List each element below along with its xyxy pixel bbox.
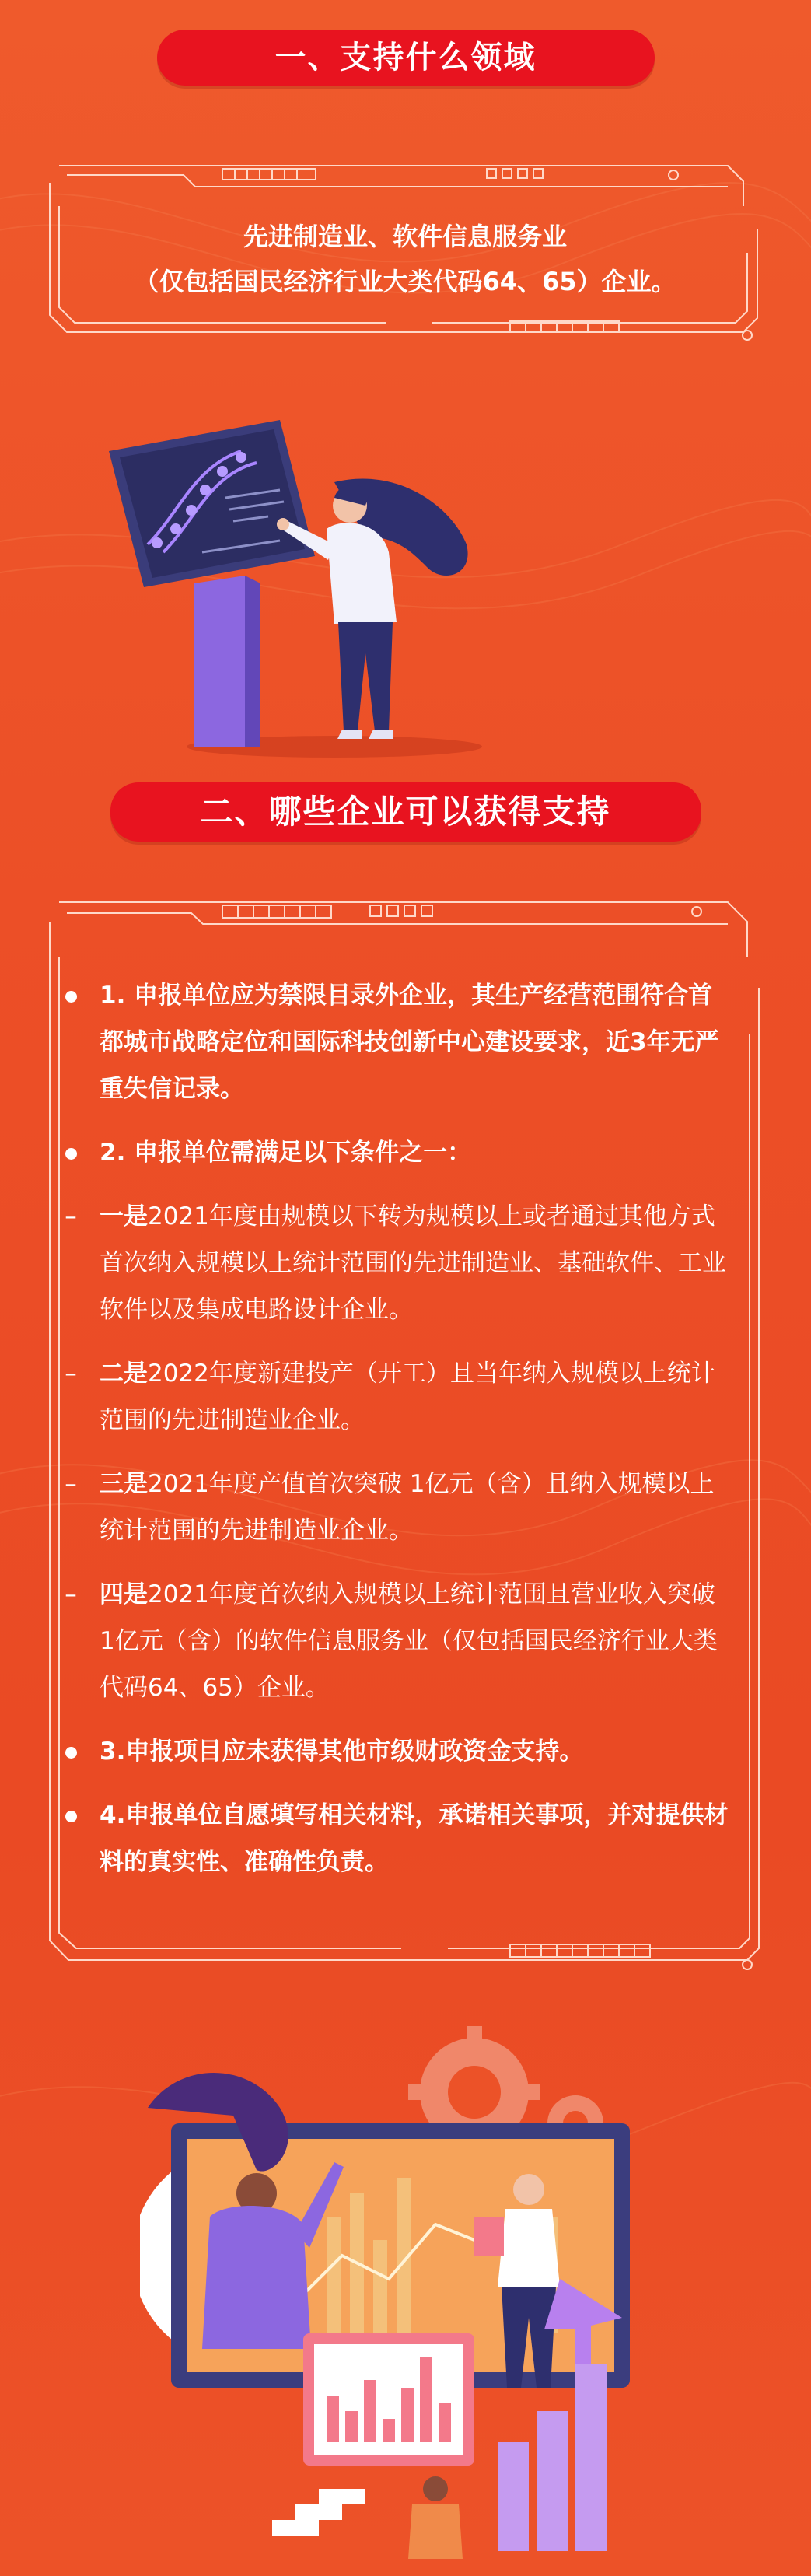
list-item (100, 972, 729, 1112)
dash-icon: – (65, 1202, 77, 1230)
dash-icon: – (65, 1360, 77, 1388)
dna-screen-illustration (101, 420, 537, 762)
bullet-dot-icon (59, 1728, 82, 1775)
dash-icon: – (65, 1580, 77, 1608)
list-item (100, 1129, 729, 1176)
section-1-box (44, 159, 767, 346)
section-2-title: 二、哪些企业可以获得支持 (110, 782, 701, 842)
item-8-text: 4.申报单位自愿填写相关材料，承诺相关事项，并对提供材料的真实性、准确性负责。 (100, 1801, 729, 1876)
bullet-dot-icon (59, 1129, 82, 1176)
item-6-text: 2021年度首次纳入规模以上统计范围且营业收入突破1亿元（含）的软件信息服务业（仅包括国民经济行业大类代码64、65）企业。 (100, 1580, 718, 1702)
bullet-dot-icon (59, 1792, 82, 1839)
item-1-text: 1. 申报单位应为禁限目录外企业，其生产经营范围符合首都城市战略定位和国际科技创新中心建设要求，近3年无严重失信记录。 (100, 982, 719, 1103)
section-1-line-2: （仅包括国民经济行业大类代码64、65）企业。 (134, 267, 676, 296)
bullet-dot-icon (59, 972, 82, 1019)
item-2-text: 2. 申报单位需满足以下条件之一： (100, 1139, 472, 1167)
item-4-lead: 二是 (100, 1360, 148, 1388)
item-5-lead: 三是 (100, 1470, 148, 1498)
item-4-text: 2022年度新建投产（开工）且当年纳入规模以上统计范围的先进制造业企业。 (100, 1360, 715, 1434)
dash-icon: – (65, 1470, 77, 1498)
item-3-text: 2021年度由规模以下转为规模以上或者通过其他方式首次纳入规模以上统计范围的先进制造业、基础软件、工业软件以及集成电路设计企业。 (100, 1202, 726, 1324)
list-item (100, 1728, 729, 1775)
list-item (65, 1571, 729, 1711)
item-7-text: 3.申报项目应未获得其他市级财政资金支持。 (100, 1738, 584, 1766)
analytics-team-illustration (140, 2022, 684, 2567)
eligibility-list (65, 972, 729, 1902)
section-1-line-1: 先进制造业、软件信息服务业 (243, 222, 567, 251)
section-1-text (44, 214, 767, 304)
list-item (100, 1792, 729, 1885)
section-1-title: 一、支持什么领域 (157, 30, 655, 86)
item-3-lead: 一是 (100, 1202, 148, 1230)
list-item (65, 1350, 729, 1444)
list-item (65, 1193, 729, 1333)
item-5-text: 2021年度产值首次突破 1亿元（含）且纳入规模以上统计范围的先进制造业企业。 (100, 1470, 715, 1545)
item-6-lead: 四是 (100, 1580, 148, 1608)
section-2-box (44, 894, 767, 1979)
list-item (65, 1461, 729, 1554)
